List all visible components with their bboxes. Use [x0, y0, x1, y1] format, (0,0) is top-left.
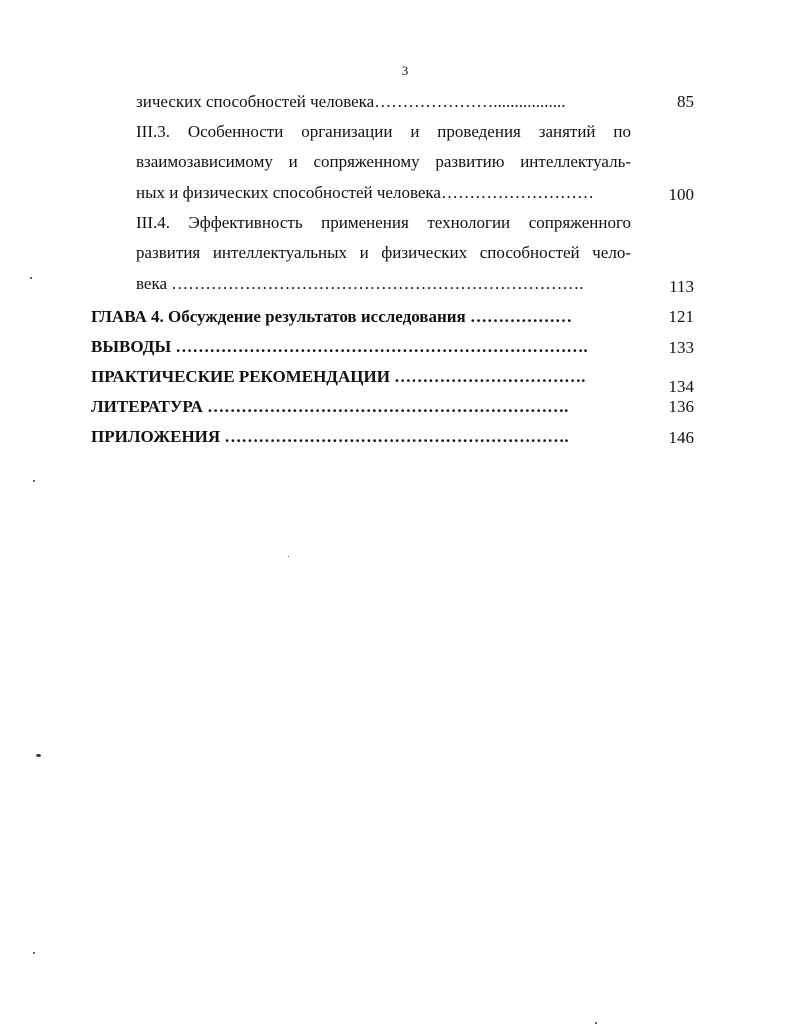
- page-number: 3: [401, 63, 409, 78]
- toc-entry-page: 121: [668, 307, 694, 326]
- toc-entry-text: развития интеллектуальных и физических способностей чело-: [136, 243, 631, 262]
- toc-entry-text: ных и физических способностей человека………………………: [136, 183, 594, 202]
- toc-entry-text: ПРИЛОЖЕНИЯ …………………………………………………….: [91, 427, 569, 446]
- toc-entry-text: ПРАКТИЧЕСКИЕ РЕКОМЕНДАЦИИ …………………………….: [91, 367, 586, 386]
- toc-entry-page: 113: [669, 277, 694, 296]
- toc-entry-text: ВЫВОДЫ ……………………………………………………………….: [91, 337, 588, 356]
- toc-entry-text: III.3. Особенности организации и проведения занятий по: [136, 122, 631, 141]
- toc-entry-page: 134: [668, 377, 694, 396]
- toc-entry-text: зических способностей человека………………….................: [136, 92, 566, 111]
- toc-entry-text: века ……………………………………………………………….: [136, 274, 584, 293]
- toc-entry-text: III.4. Эффективность применения технологии сопряженного: [136, 213, 631, 232]
- toc-entry-text: взаимозависимому и сопряженному развитию интеллектуаль-: [136, 152, 631, 171]
- scan-speck: [288, 556, 289, 557]
- toc-entry-text: ЛИТЕРАТУРА ……………………………………………………….: [91, 397, 569, 416]
- scan-speck: [33, 480, 35, 482]
- toc-entry-page: 136: [668, 397, 694, 416]
- toc-entry-text: ГЛАВА 4. Обсуждение результатов исследования ………………: [91, 307, 572, 326]
- scan-speck: [30, 277, 32, 279]
- toc-entry-page: 133: [668, 338, 694, 357]
- scan-speck: [33, 952, 35, 954]
- toc-entry-page: 100: [668, 185, 694, 204]
- toc-entry-page: 146: [668, 428, 694, 447]
- toc-entry-page: 85: [677, 92, 694, 111]
- scan-speck: [595, 1022, 597, 1024]
- scan-speck: [36, 754, 41, 757]
